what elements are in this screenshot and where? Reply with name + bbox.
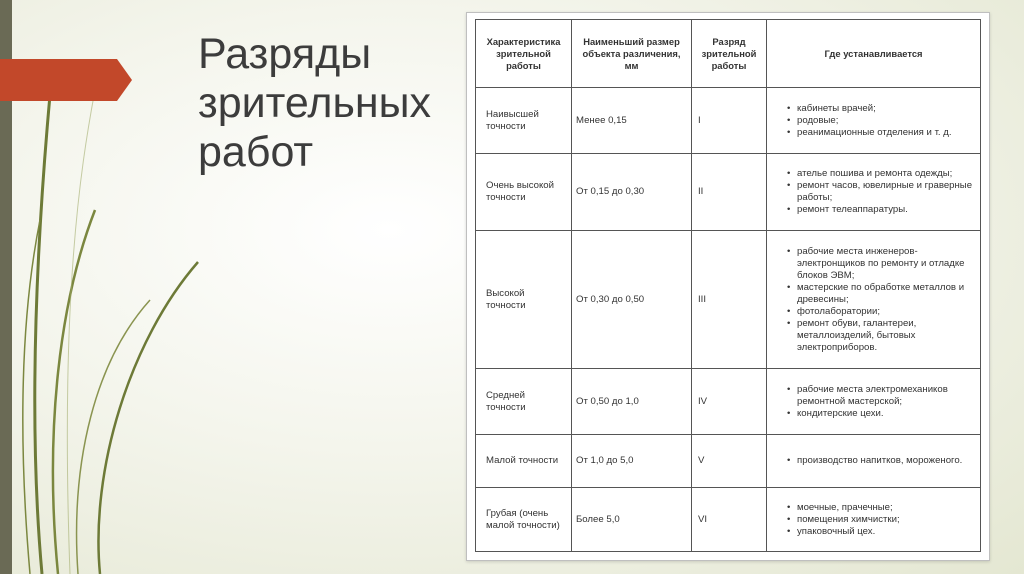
table-row [476,154,981,231]
cell-characteristic: Наивысшей точности [476,88,572,154]
cell-where [767,154,981,231]
list-item: • рабочие места инженеров-электронщиков по ремонту и отладке блоков ЭВМ; [797,246,974,282]
list-item: • рабочие места электромехаников ремонтной мастерской; [797,384,974,408]
cell-characteristic: Высокой точности [476,231,572,369]
cell-size: От 0,50 до 1,0 [572,369,692,435]
cell-size: От 0,30 до 0,50 [572,231,692,369]
cell-size: От 0,15 до 0,30 [572,154,692,231]
cell-where [767,88,981,154]
header-characteristic: Характеристика зрительной работы [476,20,572,88]
table-row [476,435,981,488]
list-item: • реанимационные отделения и т. д. [797,127,974,139]
accent-arrow-shape [0,59,132,101]
cell-grade: III [692,231,767,369]
table-header-row [476,20,981,88]
list-item: • ремонт телеаппаратуры. [797,204,974,216]
list-item: • помещения химчистки; [797,514,974,526]
list-item: • производство напитков, мороженого. [797,455,974,467]
list-item: • ремонт обуви, галантереи, металлоизделий, бытовых электроприборов. [797,318,974,354]
list-item: • кабинеты врачей; [797,103,974,115]
header-where: Где устанавливается [767,20,981,88]
table-row [476,369,981,435]
cell-characteristic: Очень высокой точности [476,154,572,231]
cell-where [767,435,981,488]
table-row [476,488,981,552]
cell-grade: IV [692,369,767,435]
list-item: • мастерские по обработке металлов и древесины; [797,282,974,306]
table-row [476,231,981,369]
list-item: • кондитерские цехи. [797,408,974,420]
cell-grade: VI [692,488,767,552]
cell-characteristic: Средней точности [476,369,572,435]
header-min-size: Наименьший размер объекта различения, мм [572,20,692,88]
list-item: • упаковочный цех. [797,526,974,538]
cell-characteristic: Грубая (очень малой точности) [476,488,572,552]
cell-grade: II [692,154,767,231]
cell-where [767,488,981,552]
table-row [476,88,981,154]
list-item: • родовые; [797,115,974,127]
cell-where [767,369,981,435]
cell-grade: I [692,88,767,154]
list-item: • фотолаборатории; [797,306,974,318]
list-item: • ателье пошива и ремонта одежды; [797,168,974,180]
table-image [466,12,990,561]
cell-where [767,231,981,369]
cell-size: От 1,0 до 5,0 [572,435,692,488]
cell-grade: V [692,435,767,488]
slide-title: Разряды зрительных работ [198,30,431,176]
header-grade: Разряд зрительной работы [692,20,767,88]
list-item: • ремонт часов, ювелирные и граверные работы; [797,180,974,204]
cell-characteristic: Малой точности [476,435,572,488]
cell-size: Менее 0,15 [572,88,692,154]
list-item: • моечные, прачечные; [797,502,974,514]
visual-work-grades-table [475,19,981,552]
cell-size: Более 5,0 [572,488,692,552]
